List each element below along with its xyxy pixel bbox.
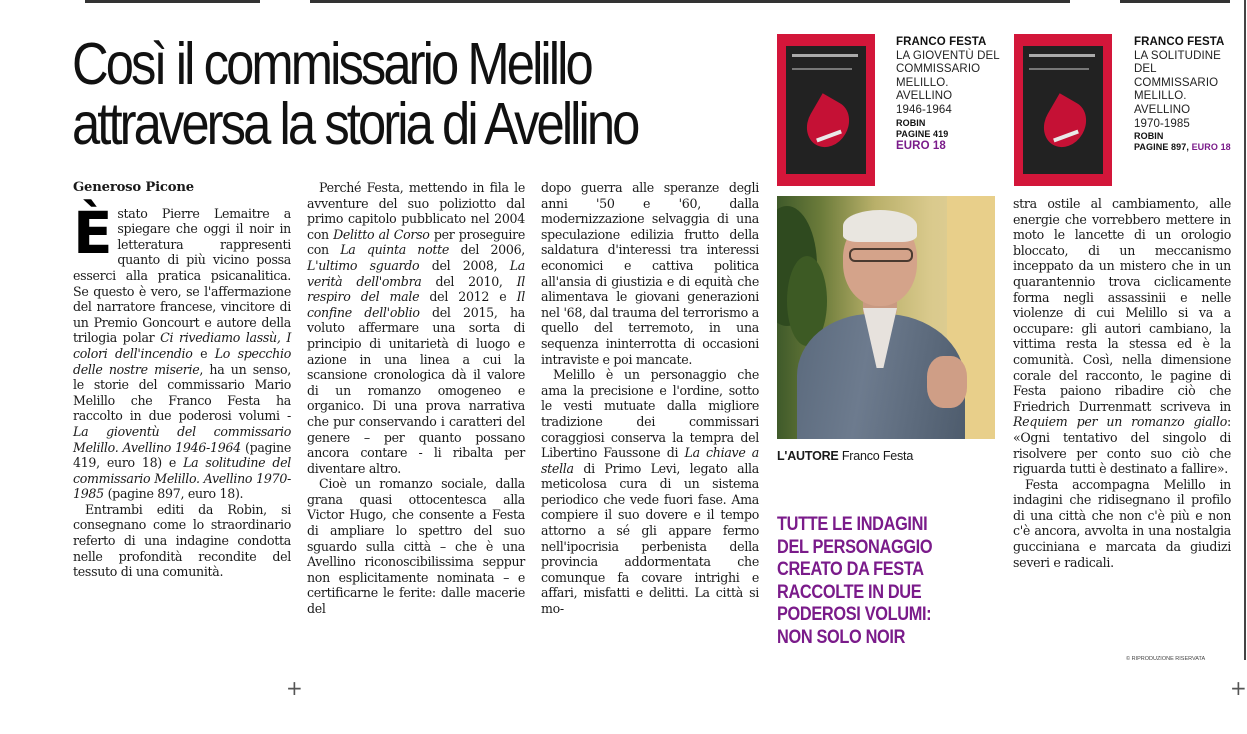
- book-info-2: [1134, 36, 1244, 153]
- book-author: FRANCO FESTA: [896, 36, 987, 48]
- crop-mark-icon: +: [1230, 676, 1247, 700]
- crop-mark-icon: +: [286, 676, 303, 700]
- book-cover-1: [777, 34, 875, 186]
- article-column-4: [1013, 196, 1231, 570]
- book-title-line: DEL: [1134, 63, 1157, 76]
- caption-label: L'AUTORE: [777, 449, 839, 463]
- book-pages-price: PAGINE 897, EURO 18: [1134, 142, 1231, 153]
- book-title-line: LA GIOVENTÙ DEL: [896, 49, 1000, 62]
- book-title-line: AVELLINO: [1134, 103, 1191, 116]
- book-title-line: MELILLO.: [1134, 90, 1187, 103]
- book-title-line: COMMISSARIO: [896, 63, 981, 76]
- paragraph: dopo guerra alle speranze degli anni '50 e '60, dalla modernizzazione selvaggia di una speculazione edilizia frutto della saldatura d'interessi tra interessi economici e cattiva politica all'ansia di giustizia e di equità che alimentava le giovani generazioni nel '68, dal trauma del terrorismo a quello del terremoto, in una sequenza ininterrotta di occasioni intraviste e poi mancate.: [541, 180, 759, 367]
- book-info-1: [896, 36, 1006, 153]
- book-price: EURO 18: [896, 139, 946, 152]
- column-rule: [1244, 0, 1246, 660]
- headline-line-1: Così il commissario Melillo: [72, 31, 591, 97]
- book-title-line: 1946-1964: [896, 103, 952, 116]
- headline-line-2: attraversa la storia di Avellino: [72, 91, 638, 157]
- pull-quote: [777, 514, 966, 650]
- book-publisher: ROBIN: [1134, 131, 1164, 142]
- paragraph: Cioè un romanzo sociale, dalla grana quasi ottocentesca alla Victor Hugo, che consente a Festa di ampliare lo spettro del suo sguardo sulla città – che è una Avellino riconoscibilissima seppur non esplicitamente nominata – e certificarne le ferite: dalle macerie del: [307, 476, 525, 617]
- drop-cap: È: [73, 198, 113, 267]
- article-column-2: [307, 180, 525, 617]
- paragraph: Festa accompagna Melillo in indagini che ridisegnano il profilo di una città che non c'è più e non c'è ancora, avvolta in una nostalgia gucciniana e marcata da giudizi severi e radicali.: [1013, 476, 1231, 570]
- paragraph: Èstato Pierre Lemaitre a spiegare che oggi il noir in letteratura rappresenti quanto di più vicino possa esserci alla pratica psicanalitica. Se questo è vero, se l'affermazione del narratore francese, vincitore di un Premio Goncourt e autore della trilogia polar Ci rivediamo lassù, I colori dell'incendio e Lo specchio delle nostre miserie, ha un senso, le storie del commissario Mario Melillo che Franco Festa ha raccolto in due poderosi volumi - La gioventù del commissario Melillo. Avellino 1946-1964 (pagine 419, euro 18) e La solitudine del commissario Melillo. Avellino 1970-1985 (pagine 897, euro 18).: [73, 198, 292, 502]
- book-title-line: LA SOLITUDINE: [1134, 49, 1221, 62]
- book-pages: PAGINE 419: [896, 128, 949, 139]
- caption-name: Franco Festa: [841, 449, 914, 463]
- article-column-3: [541, 180, 759, 617]
- pull-quote-line: NON SOLO NOIR: [777, 626, 906, 648]
- paragraph: Entrambi editi da Robin, si consegnano come lo straordinario referto di una indagine condotta nelle profondità recondite del tessuto di una comunità.: [73, 501, 291, 580]
- book-title-line: COMMISSARIO: [1134, 76, 1219, 89]
- book-title-line: MELILLO.: [896, 76, 949, 89]
- top-rule: [70, 0, 1245, 3]
- book-author: FRANCO FESTA: [1134, 36, 1225, 48]
- headline: [72, 31, 674, 157]
- photo-caption: [777, 449, 913, 463]
- pull-quote-line: DEL PERSONAGGIO: [777, 536, 933, 558]
- paragraph: Perché Festa, mettendo in fila le avventure del suo poliziotto dal primo capitolo pubblicato nel 2004 con Delitto al Corso per proseguire con La quinta notte del 2006, L'ultimo sguardo del 2008, La verità dell'ombra del 2010, Il respiro del male del 2012 e Il confine dell'oblio del 2015, ha voluto affermare una sorta di principio di unitarietà di luogo e azione in una linea a cui la scansione cronologica dà il valore di un romanzo omogeneo e organico. Di una prova narrativa che pur conservando i caratteri del genere – per quanto possano ancora contare - li ribalta per diventare altro.: [307, 180, 525, 476]
- paragraph: Melillo è un personaggio che ama la precisione e l'ordine, sotto le vesti mutuate dalla migliore tradizione dei commissari coraggiosi conserva la tempra del Libertino Faussone di La chiave a stella di Primo Levi, legato alla meticolosa cura di un sistema periodico che vede fuori fase. Ama compiere il suo dovere e il tempo attorno a sé gli appare fermo nell'ipocrisia perbenista della provincia addormentata che comunque fa covare intrighi e affari, misfatti e delitti. La città si mo-: [541, 367, 759, 617]
- pull-quote-line: TUTTE LE INDAGINI: [777, 514, 928, 535]
- copyright-notice: © RIPRODUZIONE RISERVATA: [1126, 656, 1206, 662]
- author-photo: [777, 196, 995, 439]
- book-title-line: AVELLINO: [896, 90, 953, 103]
- paragraph: stra ostile al cambiamento, alle energie che vorrebbero mettere in moto le lancette di un orologio bloccato, di un meccanismo inceppato da un mistero che in un quarantennio trova ciclicamente forma negli assassinii e nelle violenze di cui Melillo si va a occupare: gli autori cambiano, la vittima resta la stessa ed è la comunità. Così, nella dimensione corale del racconto, le pagine di Festa paiono ribadire ciò che Friedrich Durrenmatt scriveva in Requiem per un romanzo giallo: «Ogni tentativo del singolo di risolvere per conto suo ciò che riguarda tutti è destinato a fallire».: [1013, 196, 1231, 477]
- byline: Generoso Picone: [73, 180, 194, 195]
- pull-quote-line: PODEROSI VOLUMI:: [777, 604, 932, 626]
- book-cover-2: [1014, 34, 1112, 186]
- article-column-1: [73, 180, 291, 580]
- book-publisher: ROBIN: [896, 117, 926, 128]
- pull-quote-line: CREATO DA FESTA: [777, 559, 924, 581]
- pull-quote-line: RACCOLTE IN DUE: [777, 581, 922, 603]
- book-title-line: 1970-1985: [1134, 117, 1190, 130]
